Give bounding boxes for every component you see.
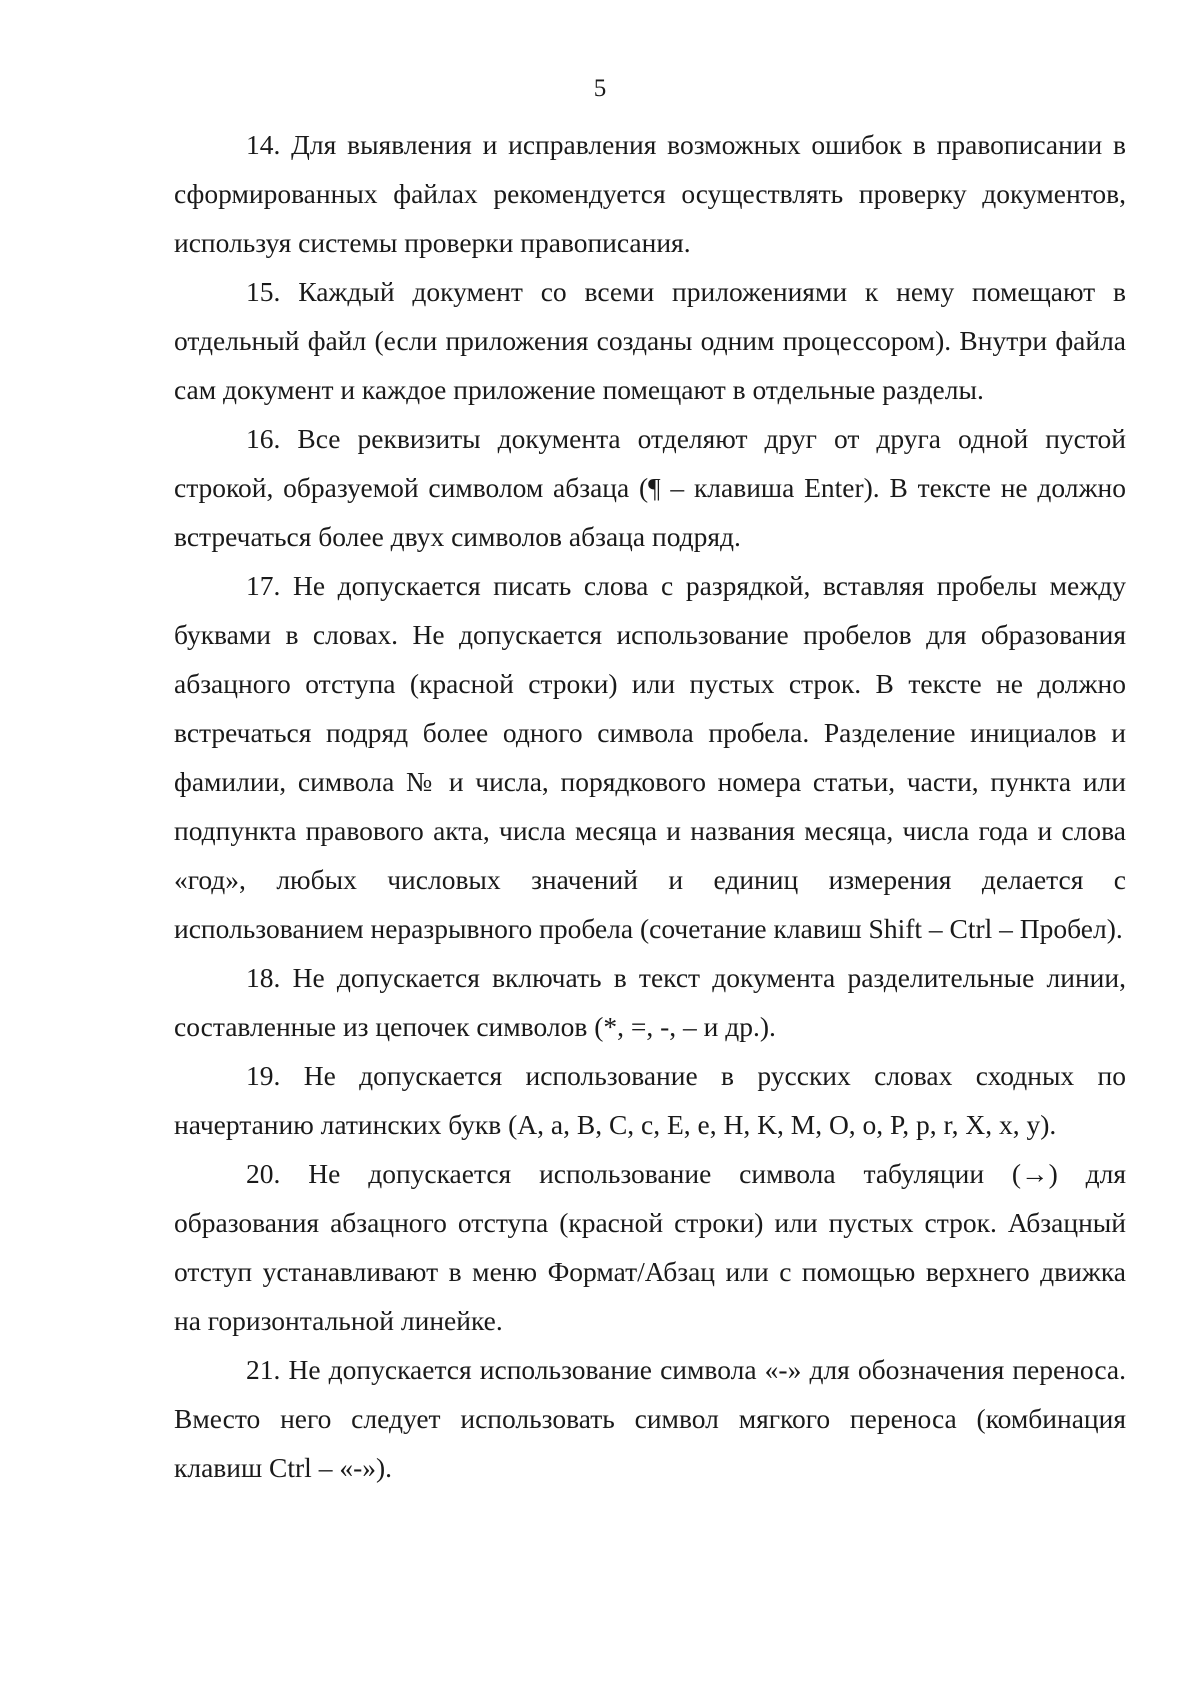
paragraph-15: 15. Каждый документ со всеми приложениями к нему помещают в отдельный файл (если приложения созданы одним процессором). Внутри файла сам документ и каждое приложение помещают в отдельные разделы.: [174, 276, 1126, 405]
paragraph-18: 18. Не допускается включать в текст документа разделительные линии, составленные из цепочек символов (*, =, -, – и др.).: [174, 962, 1126, 1042]
paragraph-20: 20. Не допускается использование символа табуляции (→) для образования абзацного отступа (красной строки) или пустых строк. Абзацный отступ устанавливают в меню Формат/Абзац или с помощью верхнего движка на горизонтальной линейке.: [174, 1158, 1126, 1336]
paragraph-16: 16. Все реквизиты документа отделяют друг от друга одной пустой строкой, образуемой символом абзаца (¶ – клавиша Enter). В тексте не должно встречаться более двух символов абзаца подряд.: [174, 423, 1126, 552]
paragraph-19: 19. Не допускается использование в русских словах сходных по начертанию латинских букв (A, a, B, C, c, E, e, H, K, M, O, o, P, p, r, X, x, y).: [174, 1060, 1126, 1140]
page-number: 5: [593, 75, 607, 102]
paragraph-17: 17. Не допускается писать слова с разрядкой, вставляя пробелы между буквами в словах. Не допускается использование пробелов для образования абзацного отступа (красной строки) или пустых строк. В тексте не должно встречаться подряд более одного символа пробела. Разделение инициалов и фамилии, символа № и числа, порядкового номера статьи, части, пункта или подпункта правового акта, числа месяца и названия месяца, числа года и слова «год», любых числовых значений и единиц измерения делается с использованием неразрывного пробела (сочетание клавиш Shift – Ctrl – Пробел).: [174, 570, 1126, 944]
document-body: [174, 120, 1126, 1492]
paragraph-21: 21. Не допускается использование символа «-» для обозначения переноса. Вместо него следует использовать символ мягкого переноса (комбинация клавиш Ctrl – «-»).: [174, 1354, 1126, 1483]
paragraph-14: 14. Для выявления и исправления возможных ошибок в правописании в сформированных файлах рекомендуется осуществлять проверку документов, используя системы проверки правописания.: [174, 129, 1126, 258]
